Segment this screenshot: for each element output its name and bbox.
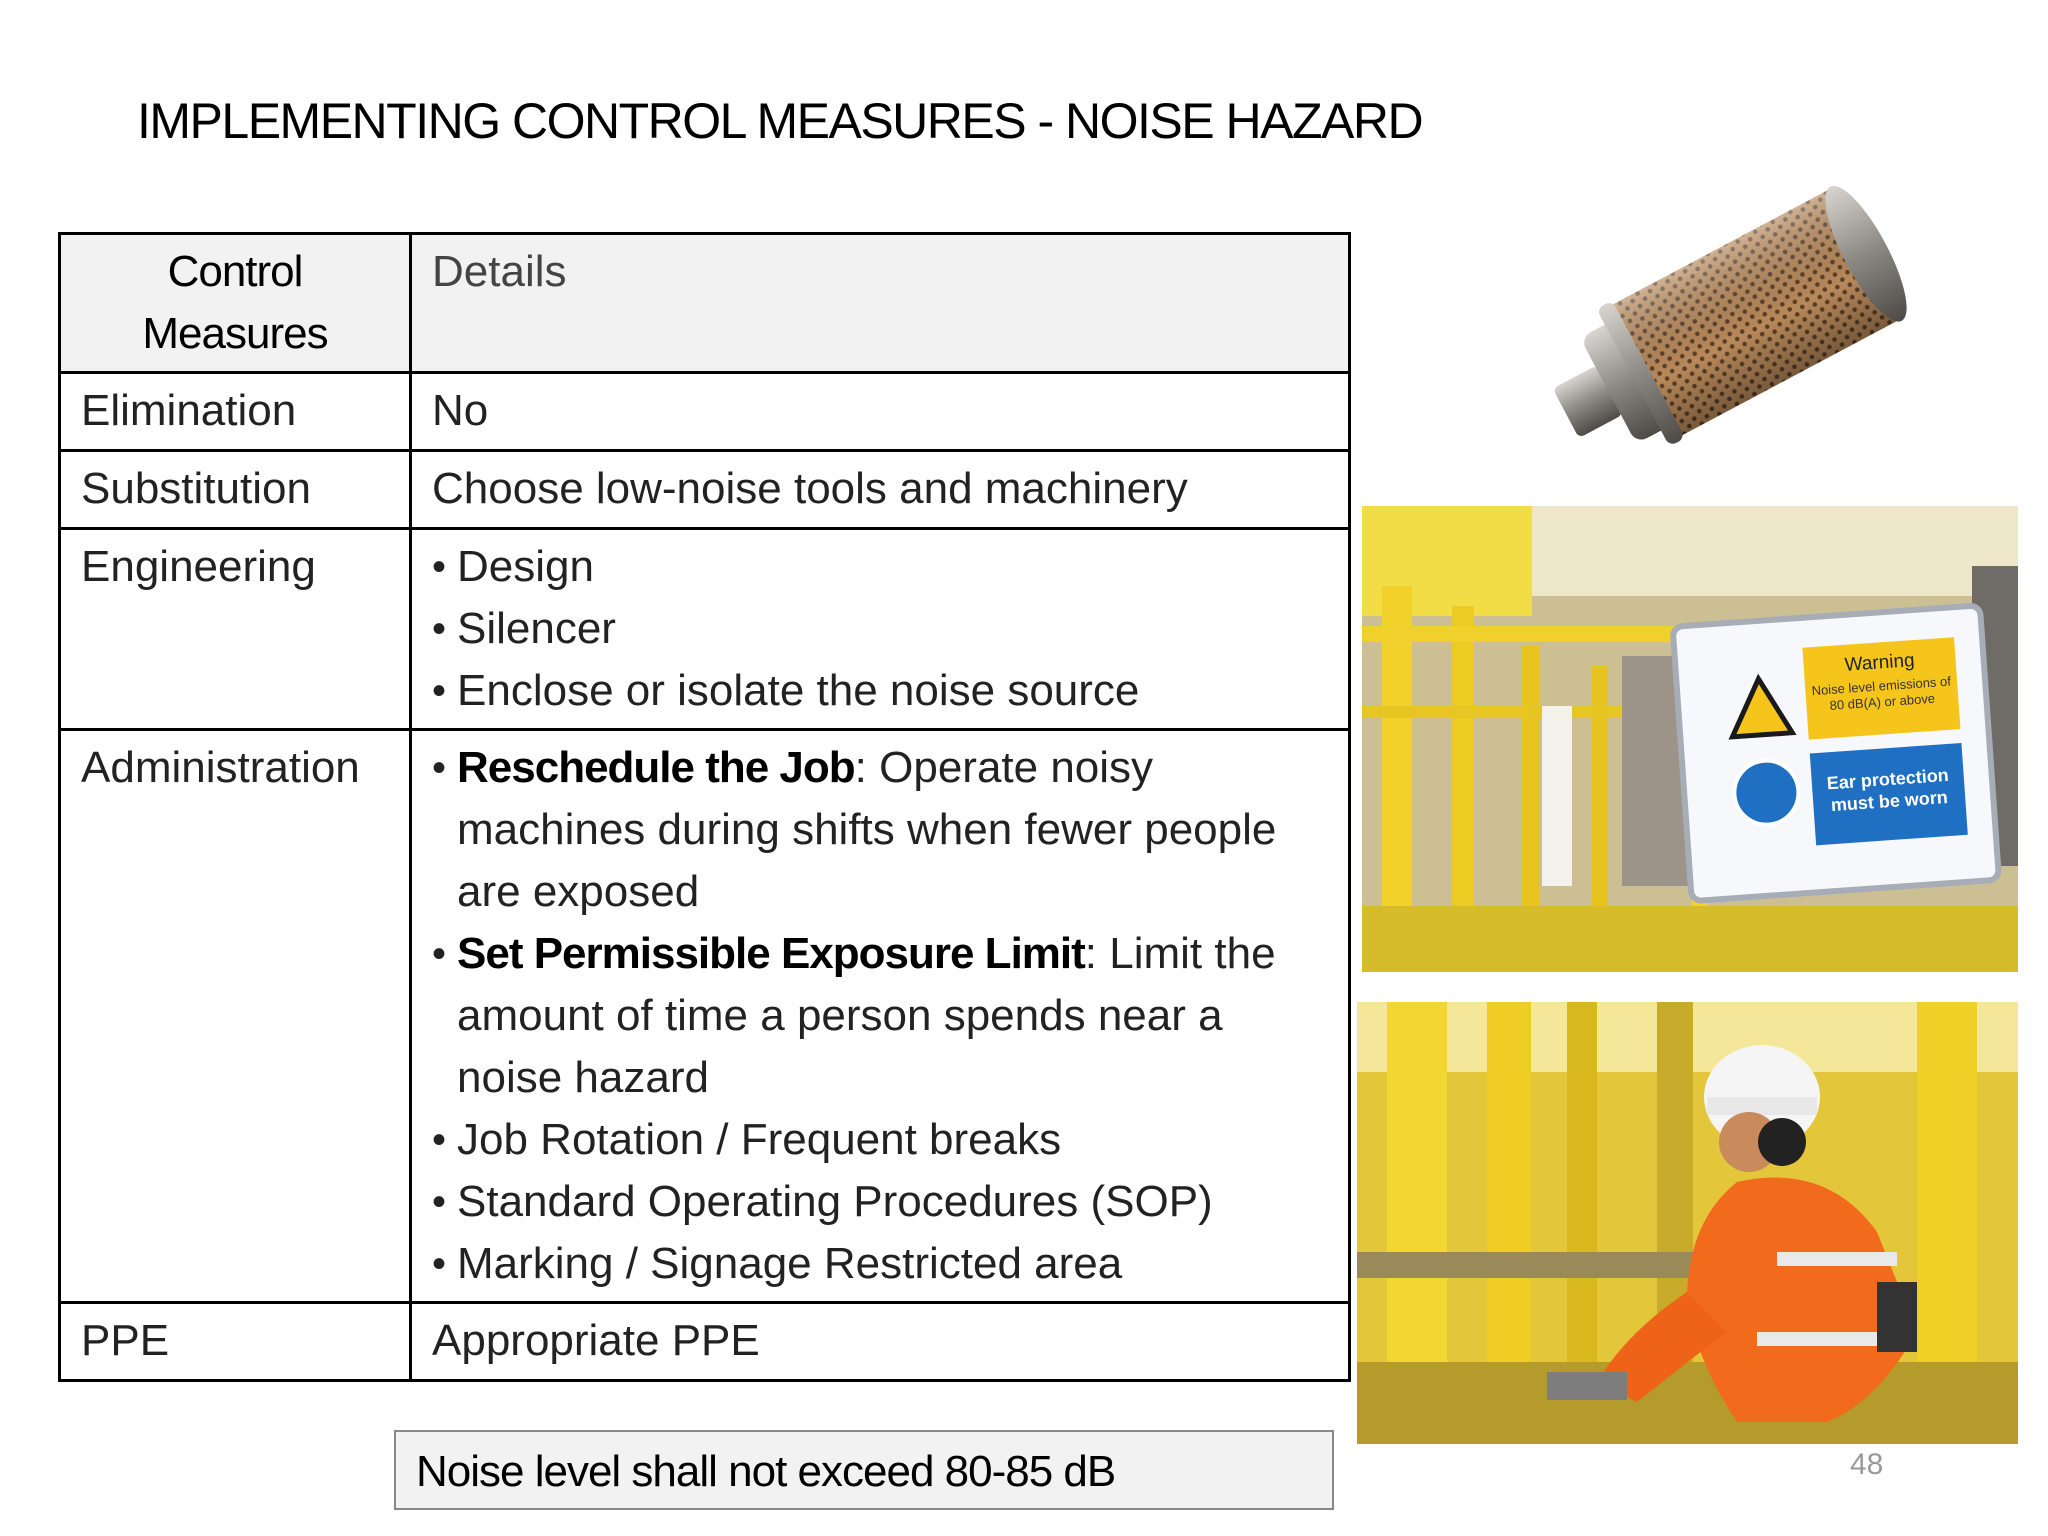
bullet-item — [432, 923, 1328, 1109]
bullet-text: : Operate noisy machines during shifts when fewer people are exposed — [457, 743, 1277, 916]
bullet-bold-label: Set Permissible Exposure Limit — [457, 929, 1085, 978]
bullet-item: • Marking / Signage Restricted area — [432, 1233, 1328, 1295]
measure-cell: Engineering — [60, 529, 411, 730]
measure-cell: PPE — [60, 1303, 411, 1381]
detail-cell: Appropriate PPE — [411, 1303, 1350, 1381]
page-number: 48 — [1850, 1448, 1884, 1481]
table-row — [60, 373, 1350, 451]
bullet-bold-label: Reschedule the Job — [457, 743, 855, 792]
bullet-item — [432, 737, 1328, 923]
bullet-item: • Job Rotation / Frequent breaks — [432, 1109, 1328, 1171]
detail-cell — [411, 730, 1350, 1303]
noise-warning-sign-photo — [1362, 506, 2018, 972]
table-row — [60, 1303, 1350, 1381]
control-measures-table — [58, 232, 1351, 1382]
measure-cell: Elimination — [60, 373, 411, 451]
silencer-image — [1470, 160, 1960, 480]
header-details: Details — [411, 234, 1350, 373]
detail-cell: Choose low-noise tools and machinery — [411, 451, 1350, 529]
sign-warning-text: Noise level emissions of 80 dB(A) or above — [1811, 673, 1952, 714]
table-row — [60, 529, 1350, 730]
measure-cell: Administration — [60, 730, 411, 1303]
measure-cell: Substitution — [60, 451, 411, 529]
header-control-measures: Control Measures — [60, 234, 411, 373]
bullet-item: • Design — [432, 536, 1328, 598]
worker-with-ear-protection-photo — [1357, 1002, 2018, 1444]
table-header-row — [60, 234, 1350, 373]
table-row — [60, 730, 1350, 1303]
administration-bullet-list — [432, 737, 1328, 1295]
bullet-item: • Standard Operating Procedures (SOP) — [432, 1171, 1328, 1233]
sign-mandatory-text: Ear protection must be worn — [1826, 764, 1950, 816]
plant-illustration — [1362, 506, 2018, 972]
detail-cell — [411, 529, 1350, 730]
bullet-text: : Limit the amount of time a person spends near a noise hazard — [457, 929, 1276, 1102]
sign-warning-title: Warning — [1843, 650, 1916, 676]
bullet-item: • Silencer — [432, 598, 1328, 660]
bullet-item: • Enclose or isolate the noise source — [432, 660, 1328, 722]
engineering-bullet-list — [432, 536, 1328, 722]
noise-limit-note: Noise level shall not exceed 80-85 dB — [394, 1430, 1334, 1510]
detail-cell: No — [411, 373, 1350, 451]
worker-illustration — [1357, 1002, 2018, 1444]
slide-title: IMPLEMENTING CONTROL MEASURES - NOISE HAZARD — [137, 93, 1423, 149]
table-row — [60, 451, 1350, 529]
